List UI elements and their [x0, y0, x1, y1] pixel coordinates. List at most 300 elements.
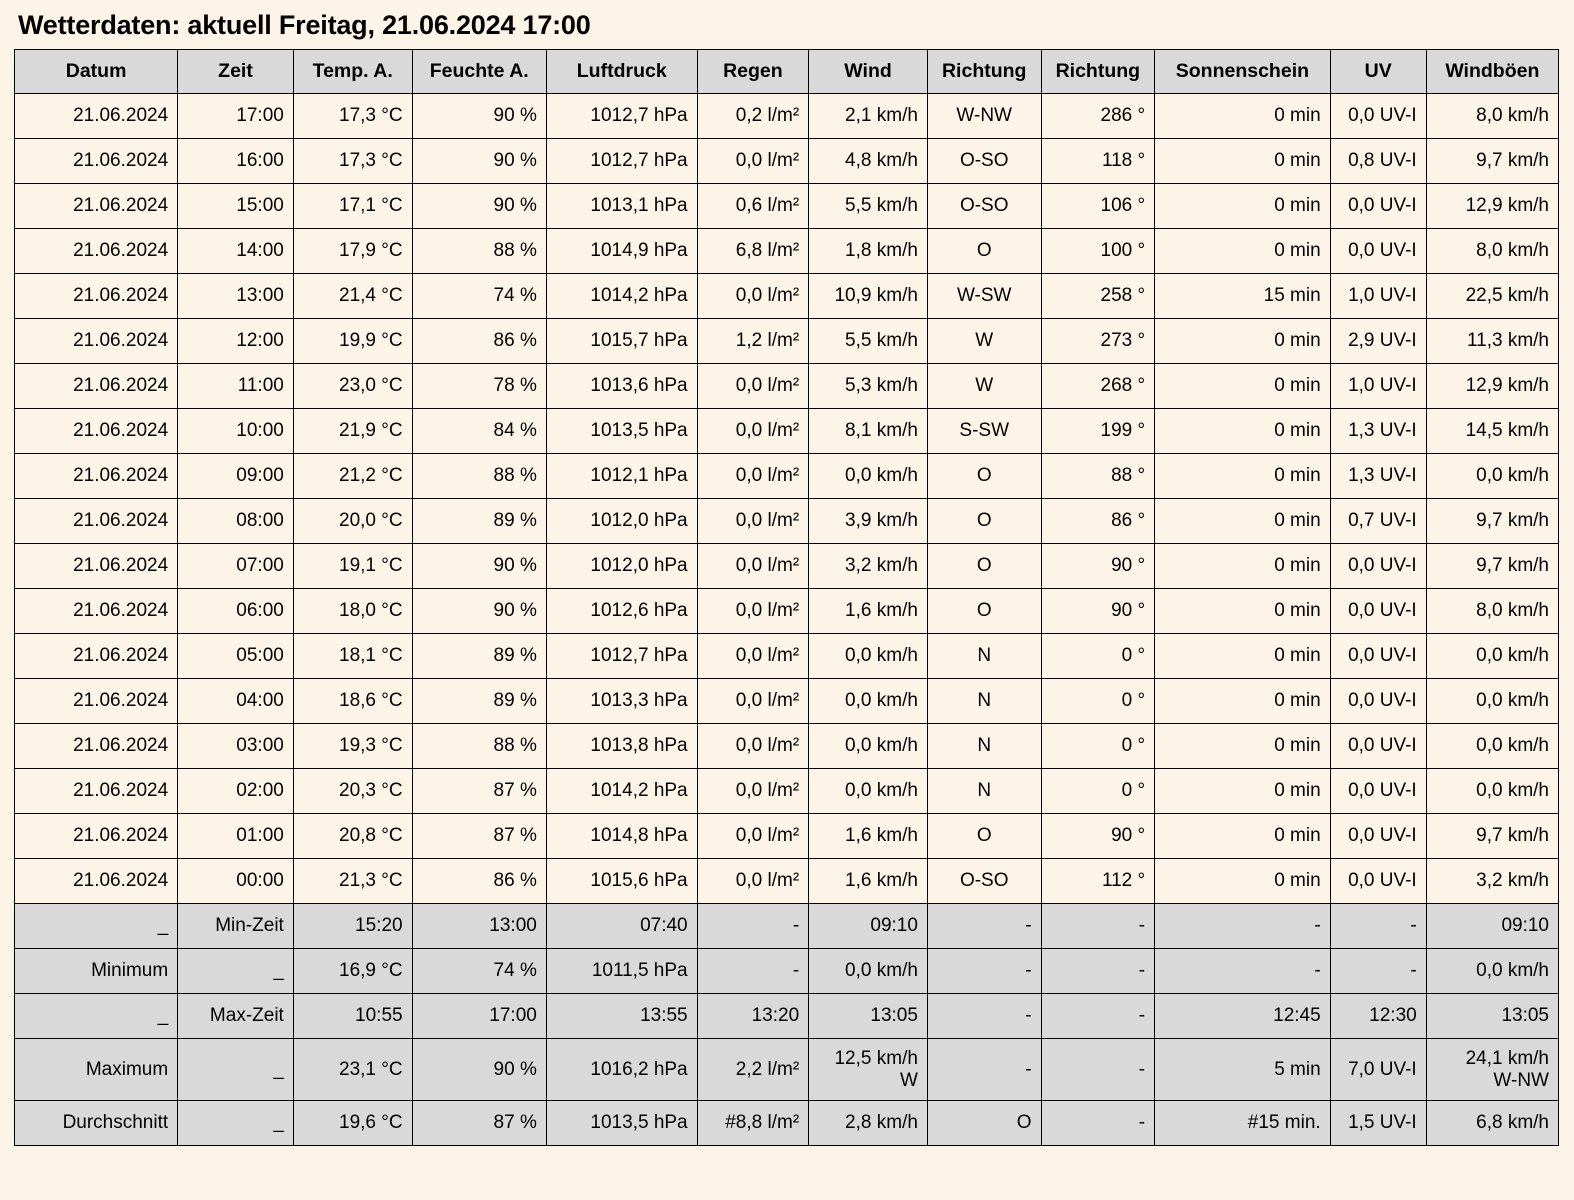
summary-row-min-zeit: [15, 904, 1559, 949]
table-row: [15, 319, 1559, 364]
column-header-temperatur: Temp. A.: [293, 50, 412, 94]
cell-richtung-text: O: [927, 499, 1041, 544]
cell-temperatur: 21,2 °C: [293, 454, 412, 499]
summary-cell-luftdruck: 1011,5 hPa: [546, 949, 697, 994]
summary-cell-richtung-grad: -: [1041, 904, 1155, 949]
cell-datum: 21.06.2024: [15, 94, 178, 139]
cell-wind: 0,0 km/h: [809, 454, 928, 499]
cell-richtung-grad: 86 °: [1041, 499, 1155, 544]
cell-feuchte: 86 %: [412, 319, 546, 364]
cell-wind: 4,8 km/h: [809, 139, 928, 184]
table-row: [15, 229, 1559, 274]
cell-windboeen: 9,7 km/h: [1426, 499, 1558, 544]
summary-cell-luftdruck: 1013,5 hPa: [546, 1101, 697, 1146]
cell-windboeen: 14,5 km/h: [1426, 409, 1558, 454]
cell-temperatur: 20,8 °C: [293, 814, 412, 859]
cell-datum: 21.06.2024: [15, 364, 178, 409]
cell-luftdruck: 1012,0 hPa: [546, 544, 697, 589]
column-header-richtung-grad: Richtung: [1041, 50, 1155, 94]
cell-windboeen: 0,0 km/h: [1426, 769, 1558, 814]
cell-zeit: 00:00: [178, 859, 294, 904]
summary-cell-sonnenschein: -: [1155, 949, 1331, 994]
column-header-regen: Regen: [697, 50, 809, 94]
summary-cell-zeit: Max-Zeit: [178, 994, 294, 1039]
cell-uv: 0,0 UV-I: [1330, 724, 1426, 769]
table-row: [15, 724, 1559, 769]
summary-cell-richtung-text: -: [927, 949, 1041, 994]
table-row: [15, 544, 1559, 589]
cell-windboeen: 22,5 km/h: [1426, 274, 1558, 319]
cell-sonnenschein: 0 min: [1155, 229, 1331, 274]
cell-wind: 0,0 km/h: [809, 724, 928, 769]
cell-wind: 3,9 km/h: [809, 499, 928, 544]
table-row: [15, 814, 1559, 859]
cell-sonnenschein: 0 min: [1155, 94, 1331, 139]
cell-windboeen: 0,0 km/h: [1426, 724, 1558, 769]
cell-richtung-text: W: [927, 319, 1041, 364]
cell-temperatur: 20,0 °C: [293, 499, 412, 544]
cell-regen: 0,0 l/m²: [697, 274, 809, 319]
summary-cell-luftdruck: 13:55: [546, 994, 697, 1039]
cell-feuchte: 89 %: [412, 679, 546, 724]
table-row: [15, 409, 1559, 454]
cell-temperatur: 19,3 °C: [293, 724, 412, 769]
cell-zeit: 09:00: [178, 454, 294, 499]
summary-cell-wind: 0,0 km/h: [809, 949, 928, 994]
cell-temperatur: 18,0 °C: [293, 589, 412, 634]
cell-windboeen: 8,0 km/h: [1426, 229, 1558, 274]
summary-cell-richtung-text: -: [927, 1039, 1041, 1101]
cell-regen: 0,0 l/m²: [697, 859, 809, 904]
cell-uv: 0,0 UV-I: [1330, 94, 1426, 139]
summary-row-minimum: [15, 949, 1559, 994]
cell-richtung-grad: 106 °: [1041, 184, 1155, 229]
cell-uv: 2,9 UV-I: [1330, 319, 1426, 364]
cell-luftdruck: 1013,1 hPa: [546, 184, 697, 229]
cell-richtung-grad: 0 °: [1041, 679, 1155, 724]
cell-richtung-grad: 268 °: [1041, 364, 1155, 409]
table-row: [15, 274, 1559, 319]
cell-uv: 0,7 UV-I: [1330, 499, 1426, 544]
cell-datum: 21.06.2024: [15, 544, 178, 589]
cell-zeit: 11:00: [178, 364, 294, 409]
cell-sonnenschein: 0 min: [1155, 814, 1331, 859]
cell-windboeen: 8,0 km/h: [1426, 589, 1558, 634]
summary-cell-richtung-grad: -: [1041, 1101, 1155, 1146]
cell-datum: 21.06.2024: [15, 769, 178, 814]
cell-luftdruck: 1013,8 hPa: [546, 724, 697, 769]
cell-zeit: 13:00: [178, 274, 294, 319]
cell-datum: 21.06.2024: [15, 589, 178, 634]
cell-datum: 21.06.2024: [15, 724, 178, 769]
cell-regen: 1,2 l/m²: [697, 319, 809, 364]
cell-sonnenschein: 0 min: [1155, 679, 1331, 724]
cell-uv: 0,0 UV-I: [1330, 589, 1426, 634]
summary-label: Durchschnitt: [15, 1101, 178, 1146]
cell-regen: 0,0 l/m²: [697, 589, 809, 634]
summary-cell-temperatur: 19,6 °C: [293, 1101, 412, 1146]
table-row: [15, 499, 1559, 544]
cell-zeit: 17:00: [178, 94, 294, 139]
cell-sonnenschein: 0 min: [1155, 724, 1331, 769]
table-header-row: [15, 50, 1559, 94]
cell-temperatur: 19,1 °C: [293, 544, 412, 589]
cell-luftdruck: 1012,7 hPa: [546, 94, 697, 139]
cell-sonnenschein: 15 min: [1155, 274, 1331, 319]
summary-cell-zeit: _: [178, 1101, 294, 1146]
cell-luftdruck: 1012,7 hPa: [546, 139, 697, 184]
cell-richtung-text: W: [927, 364, 1041, 409]
column-header-sonnenschein: Sonnenschein: [1155, 50, 1331, 94]
column-header-richtung-text: Richtung: [927, 50, 1041, 94]
cell-regen: 0,0 l/m²: [697, 454, 809, 499]
cell-wind: 0,0 km/h: [809, 769, 928, 814]
cell-sonnenschein: 0 min: [1155, 364, 1331, 409]
table-row: [15, 679, 1559, 724]
cell-richtung-text: O: [927, 454, 1041, 499]
cell-feuchte: 84 %: [412, 409, 546, 454]
cell-sonnenschein: 0 min: [1155, 544, 1331, 589]
cell-wind: 10,9 km/h: [809, 274, 928, 319]
summary-label: _: [15, 994, 178, 1039]
summary-cell-zeit: _: [178, 949, 294, 994]
cell-richtung-text: O-SO: [927, 139, 1041, 184]
cell-zeit: 07:00: [178, 544, 294, 589]
cell-luftdruck: 1014,8 hPa: [546, 814, 697, 859]
cell-temperatur: 17,3 °C: [293, 139, 412, 184]
cell-sonnenschein: 0 min: [1155, 499, 1331, 544]
summary-cell-wind-direction: W: [899, 1069, 918, 1091]
cell-datum: 21.06.2024: [15, 229, 178, 274]
summary-cell-wind: [809, 1039, 928, 1101]
cell-temperatur: 23,0 °C: [293, 364, 412, 409]
summary-cell-regen: 13:20: [697, 994, 809, 1039]
table-row: [15, 859, 1559, 904]
cell-windboeen: 0,0 km/h: [1426, 679, 1558, 724]
cell-feuchte: 87 %: [412, 769, 546, 814]
summary-cell-windboeen: 09:10: [1426, 904, 1558, 949]
summary-cell-richtung-grad: -: [1041, 1039, 1155, 1101]
cell-datum: 21.06.2024: [15, 319, 178, 364]
cell-wind: 1,6 km/h: [809, 589, 928, 634]
cell-wind: 2,1 km/h: [809, 94, 928, 139]
cell-datum: 21.06.2024: [15, 454, 178, 499]
cell-richtung-text: N: [927, 679, 1041, 724]
cell-richtung-text: O: [927, 229, 1041, 274]
cell-richtung-grad: 273 °: [1041, 319, 1155, 364]
cell-wind: 0,0 km/h: [809, 634, 928, 679]
cell-zeit: 05:00: [178, 634, 294, 679]
cell-wind: 1,8 km/h: [809, 229, 928, 274]
cell-regen: 0,0 l/m²: [697, 769, 809, 814]
summary-cell-feuchte: 87 %: [412, 1101, 546, 1146]
summary-cell-uv: -: [1330, 949, 1426, 994]
cell-sonnenschein: 0 min: [1155, 319, 1331, 364]
summary-cell-temperatur: 16,9 °C: [293, 949, 412, 994]
cell-uv: 1,0 UV-I: [1330, 274, 1426, 319]
summary-row-durchschnitt: [15, 1101, 1559, 1146]
cell-datum: 21.06.2024: [15, 139, 178, 184]
cell-luftdruck: 1015,6 hPa: [546, 859, 697, 904]
cell-wind: 1,6 km/h: [809, 859, 928, 904]
column-header-wind: Wind: [809, 50, 928, 94]
summary-cell-windboeen: 13:05: [1426, 994, 1558, 1039]
summary-cell-richtung-text: -: [927, 994, 1041, 1039]
cell-zeit: 02:00: [178, 769, 294, 814]
cell-temperatur: 17,9 °C: [293, 229, 412, 274]
cell-luftdruck: 1012,7 hPa: [546, 634, 697, 679]
cell-richtung-grad: 0 °: [1041, 634, 1155, 679]
cell-wind: 5,5 km/h: [809, 319, 928, 364]
cell-temperatur: 21,9 °C: [293, 409, 412, 454]
cell-sonnenschein: 0 min: [1155, 454, 1331, 499]
cell-datum: 21.06.2024: [15, 814, 178, 859]
cell-feuchte: 87 %: [412, 814, 546, 859]
summary-label: Minimum: [15, 949, 178, 994]
summary-cell-regen: 2,2 l/m²: [697, 1039, 809, 1101]
table-row: [15, 634, 1559, 679]
cell-feuchte: 74 %: [412, 274, 546, 319]
cell-richtung-text: O-SO: [927, 184, 1041, 229]
cell-feuchte: 90 %: [412, 589, 546, 634]
table-row: [15, 139, 1559, 184]
table-row: [15, 769, 1559, 814]
summary-cell-temperatur: 10:55: [293, 994, 412, 1039]
summary-cell-windboeen-value: 24,1 km/h: [1465, 1048, 1549, 1070]
summary-cell-richtung-grad: -: [1041, 949, 1155, 994]
cell-windboeen: 9,7 km/h: [1426, 544, 1558, 589]
cell-luftdruck: 1013,3 hPa: [546, 679, 697, 724]
cell-luftdruck: 1012,0 hPa: [546, 499, 697, 544]
cell-datum: 21.06.2024: [15, 859, 178, 904]
summary-cell-regen: #8,8 l/m²: [697, 1101, 809, 1146]
summary-label: Maximum: [15, 1039, 178, 1101]
summary-cell-wind-value: 12,5 km/h: [834, 1048, 918, 1070]
cell-regen: 0,2 l/m²: [697, 94, 809, 139]
cell-regen: 0,0 l/m²: [697, 679, 809, 724]
cell-richtung-text: W-NW: [927, 94, 1041, 139]
cell-richtung-text: O: [927, 544, 1041, 589]
cell-wind: 5,5 km/h: [809, 184, 928, 229]
cell-luftdruck: 1014,9 hPa: [546, 229, 697, 274]
cell-richtung-text: O: [927, 589, 1041, 634]
table-body: [15, 94, 1559, 1146]
cell-feuchte: 88 %: [412, 724, 546, 769]
cell-zeit: 15:00: [178, 184, 294, 229]
table-row: [15, 94, 1559, 139]
summary-cell-sonnenschein: 5 min: [1155, 1039, 1331, 1101]
cell-richtung-grad: 0 °: [1041, 724, 1155, 769]
cell-regen: 0,0 l/m²: [697, 634, 809, 679]
cell-zeit: 12:00: [178, 319, 294, 364]
cell-windboeen: 3,2 km/h: [1426, 859, 1558, 904]
summary-cell-sonnenschein: -: [1155, 904, 1331, 949]
cell-richtung-grad: 88 °: [1041, 454, 1155, 499]
cell-richtung-grad: 112 °: [1041, 859, 1155, 904]
cell-temperatur: 18,1 °C: [293, 634, 412, 679]
cell-temperatur: 20,3 °C: [293, 769, 412, 814]
cell-zeit: 10:00: [178, 409, 294, 454]
cell-regen: 6,8 l/m²: [697, 229, 809, 274]
cell-richtung-grad: 0 °: [1041, 769, 1155, 814]
table-header: [15, 50, 1559, 94]
cell-luftdruck: 1015,7 hPa: [546, 319, 697, 364]
cell-sonnenschein: 0 min: [1155, 634, 1331, 679]
cell-regen: 0,0 l/m²: [697, 499, 809, 544]
cell-uv: 1,0 UV-I: [1330, 364, 1426, 409]
cell-windboeen: 9,7 km/h: [1426, 139, 1558, 184]
column-header-windboeen: Windböen: [1426, 50, 1558, 94]
cell-datum: 21.06.2024: [15, 184, 178, 229]
cell-wind: 0,0 km/h: [809, 679, 928, 724]
summary-cell-feuchte: 17:00: [412, 994, 546, 1039]
cell-windboeen: 12,9 km/h: [1426, 184, 1558, 229]
summary-cell-wind: 2,8 km/h: [809, 1101, 928, 1146]
summary-cell-feuchte: 90 %: [412, 1039, 546, 1101]
cell-windboeen: 11,3 km/h: [1426, 319, 1558, 364]
cell-richtung-text: W-SW: [927, 274, 1041, 319]
cell-regen: 0,6 l/m²: [697, 184, 809, 229]
cell-feuchte: 90 %: [412, 544, 546, 589]
column-header-datum: Datum: [15, 50, 178, 94]
cell-uv: 0,0 UV-I: [1330, 544, 1426, 589]
cell-richtung-grad: 258 °: [1041, 274, 1155, 319]
cell-zeit: 04:00: [178, 679, 294, 724]
cell-luftdruck: 1014,2 hPa: [546, 769, 697, 814]
summary-cell-sonnenschein: 12:45: [1155, 994, 1331, 1039]
cell-feuchte: 89 %: [412, 634, 546, 679]
summary-row-max-zeit: [15, 994, 1559, 1039]
cell-richtung-grad: 100 °: [1041, 229, 1155, 274]
cell-regen: 0,0 l/m²: [697, 364, 809, 409]
summary-cell-uv: -: [1330, 904, 1426, 949]
summary-cell-wind: 13:05: [809, 994, 928, 1039]
cell-feuchte: 88 %: [412, 454, 546, 499]
cell-uv: 1,3 UV-I: [1330, 454, 1426, 499]
cell-datum: 21.06.2024: [15, 679, 178, 724]
cell-zeit: 08:00: [178, 499, 294, 544]
summary-cell-zeit: _: [178, 1039, 294, 1101]
summary-cell-luftdruck: 07:40: [546, 904, 697, 949]
summary-cell-windboeen: 6,8 km/h: [1426, 1101, 1558, 1146]
cell-sonnenschein: 0 min: [1155, 589, 1331, 634]
cell-sonnenschein: 0 min: [1155, 184, 1331, 229]
cell-richtung-text: N: [927, 634, 1041, 679]
cell-wind: 3,2 km/h: [809, 544, 928, 589]
cell-feuchte: 89 %: [412, 499, 546, 544]
cell-temperatur: 17,1 °C: [293, 184, 412, 229]
cell-feuchte: 88 %: [412, 229, 546, 274]
cell-temperatur: 21,3 °C: [293, 859, 412, 904]
cell-zeit: 01:00: [178, 814, 294, 859]
cell-windboeen: 9,7 km/h: [1426, 814, 1558, 859]
cell-zeit: 14:00: [178, 229, 294, 274]
summary-label: _: [15, 904, 178, 949]
summary-row-maximum: [15, 1039, 1559, 1101]
cell-zeit: 06:00: [178, 589, 294, 634]
cell-datum: 21.06.2024: [15, 409, 178, 454]
summary-cell-temperatur: 23,1 °C: [293, 1039, 412, 1101]
summary-cell-feuchte: 74 %: [412, 949, 546, 994]
cell-feuchte: 90 %: [412, 139, 546, 184]
cell-richtung-text: S-SW: [927, 409, 1041, 454]
summary-cell-temperatur: 15:20: [293, 904, 412, 949]
cell-uv: 0,0 UV-I: [1330, 634, 1426, 679]
cell-regen: 0,0 l/m²: [697, 409, 809, 454]
cell-feuchte: 90 %: [412, 94, 546, 139]
summary-cell-regen: -: [697, 904, 809, 949]
cell-sonnenschein: 0 min: [1155, 409, 1331, 454]
cell-feuchte: 78 %: [412, 364, 546, 409]
cell-richtung-grad: 90 °: [1041, 589, 1155, 634]
summary-cell-sonnenschein: #15 min.: [1155, 1101, 1331, 1146]
cell-uv: 0,0 UV-I: [1330, 229, 1426, 274]
summary-cell-richtung-text: -: [927, 904, 1041, 949]
weather-table: [14, 49, 1559, 1146]
page-title: Wetterdaten: aktuell Freitag, 21.06.2024 17:00: [18, 10, 591, 40]
cell-uv: 1,3 UV-I: [1330, 409, 1426, 454]
summary-cell-uv: 12:30: [1330, 994, 1426, 1039]
cell-wind: 1,6 km/h: [809, 814, 928, 859]
cell-feuchte: 86 %: [412, 859, 546, 904]
cell-regen: 0,0 l/m²: [697, 724, 809, 769]
cell-zeit: 03:00: [178, 724, 294, 769]
cell-windboeen: 0,0 km/h: [1426, 454, 1558, 499]
summary-cell-regen: -: [697, 949, 809, 994]
cell-zeit: 16:00: [178, 139, 294, 184]
cell-uv: 0,0 UV-I: [1330, 814, 1426, 859]
cell-datum: 21.06.2024: [15, 499, 178, 544]
cell-temperatur: 17,3 °C: [293, 94, 412, 139]
cell-regen: 0,0 l/m²: [697, 139, 809, 184]
cell-datum: 21.06.2024: [15, 634, 178, 679]
cell-wind: 5,3 km/h: [809, 364, 928, 409]
summary-cell-windboeen: [1426, 1039, 1558, 1101]
table-row: [15, 589, 1559, 634]
cell-luftdruck: 1012,6 hPa: [546, 589, 697, 634]
cell-regen: 0,0 l/m²: [697, 544, 809, 589]
column-header-feuchte: Feuchte A.: [412, 50, 546, 94]
table-row: [15, 184, 1559, 229]
table-row: [15, 364, 1559, 409]
cell-richtung-text: N: [927, 769, 1041, 814]
cell-luftdruck: 1014,2 hPa: [546, 274, 697, 319]
cell-windboeen: 12,9 km/h: [1426, 364, 1558, 409]
table-row: [15, 454, 1559, 499]
cell-sonnenschein: 0 min: [1155, 769, 1331, 814]
cell-sonnenschein: 0 min: [1155, 139, 1331, 184]
cell-richtung-text: O-SO: [927, 859, 1041, 904]
column-header-luftdruck: Luftdruck: [546, 50, 697, 94]
cell-uv: 0,0 UV-I: [1330, 184, 1426, 229]
cell-richtung-text: N: [927, 724, 1041, 769]
cell-datum: 21.06.2024: [15, 274, 178, 319]
cell-windboeen: 0,0 km/h: [1426, 634, 1558, 679]
cell-uv: 0,0 UV-I: [1330, 769, 1426, 814]
cell-uv: 0,0 UV-I: [1330, 679, 1426, 724]
cell-richtung-grad: 286 °: [1041, 94, 1155, 139]
cell-luftdruck: 1013,6 hPa: [546, 364, 697, 409]
cell-temperatur: 18,6 °C: [293, 679, 412, 724]
summary-cell-uv: 7,0 UV-I: [1330, 1039, 1426, 1101]
cell-temperatur: 21,4 °C: [293, 274, 412, 319]
summary-cell-uv: 1,5 UV-I: [1330, 1101, 1426, 1146]
summary-cell-windboeen: 0,0 km/h: [1426, 949, 1558, 994]
summary-cell-zeit: Min-Zeit: [178, 904, 294, 949]
cell-uv: 0,0 UV-I: [1330, 859, 1426, 904]
cell-sonnenschein: 0 min: [1155, 859, 1331, 904]
summary-cell-feuchte: 13:00: [412, 904, 546, 949]
